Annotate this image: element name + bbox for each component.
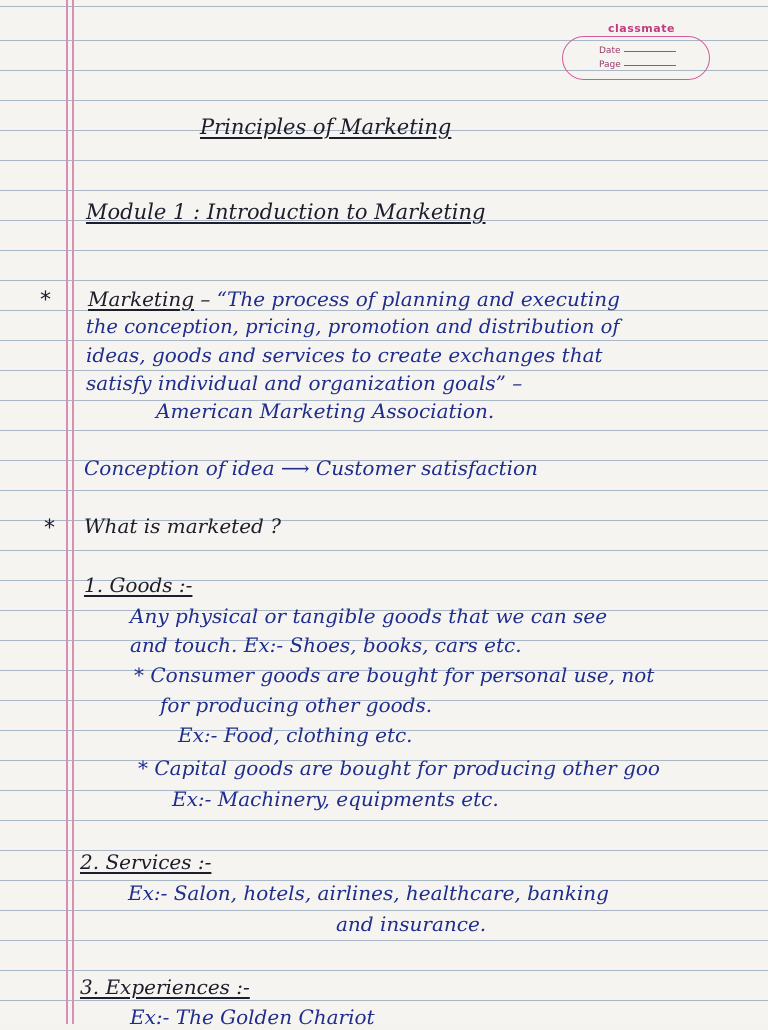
concept-flow: Conception of idea ⟶ Customer satisfaction (84, 456, 538, 480)
definition-dash: – (194, 287, 217, 311)
goods-line: Ex:- Food, clothing etc. (178, 723, 413, 747)
date-row (599, 46, 676, 56)
module-heading: Module 1 : Introduction to Marketing (86, 200, 486, 224)
services-heading: 2. Services :- (80, 850, 212, 874)
margin-line-left (66, 0, 68, 1024)
date-page-badge (562, 36, 710, 80)
definition-line: satisfy individual and organization goals” – (86, 371, 523, 395)
goods-line: Any physical or tangible goods that we can see (130, 604, 608, 628)
goods-line: and touch. Ex:- Shoes, books, cars etc. (130, 633, 522, 657)
goods-line: * Consumer goods are bought for personal use, not (134, 663, 655, 687)
experiences-line: Ex:- The Golden Chariot (130, 1005, 375, 1029)
definition-line: “The process of planning and executing (216, 287, 620, 311)
definition-line: the conception, pricing, promotion and distribution of (86, 315, 620, 338)
definition-term: Marketing (88, 287, 195, 311)
definition-line: ideas, goods and services to create exchanges that (86, 343, 603, 367)
goods-line: * Capital goods are bought for producing other goo (138, 756, 660, 780)
goods-line: for producing other goods. (160, 693, 433, 717)
experiences-heading: 3. Experiences :- (80, 975, 250, 999)
question-bullet: * (44, 516, 55, 541)
question-heading: What is marketed ? (84, 514, 281, 538)
page-title: Principles of Marketing (200, 115, 452, 139)
date-label: Date (599, 46, 621, 56)
goods-heading: 1. Goods :- (84, 573, 193, 597)
services-line: and insurance. (336, 912, 487, 936)
definition-bullet: * (40, 288, 51, 313)
services-line: Ex:- Salon, hotels, airlines, healthcare, banking (128, 881, 609, 905)
margin-line-right (72, 0, 74, 1024)
page-label: Page (599, 60, 621, 70)
page-row (599, 60, 676, 70)
goods-line: Ex:- Machinery, equipments etc. (172, 787, 499, 811)
definition-first-line (88, 286, 620, 312)
definition-source: American Marketing Association. (156, 399, 495, 423)
brand-name: classmate (608, 22, 675, 35)
brand-logo (560, 22, 716, 82)
